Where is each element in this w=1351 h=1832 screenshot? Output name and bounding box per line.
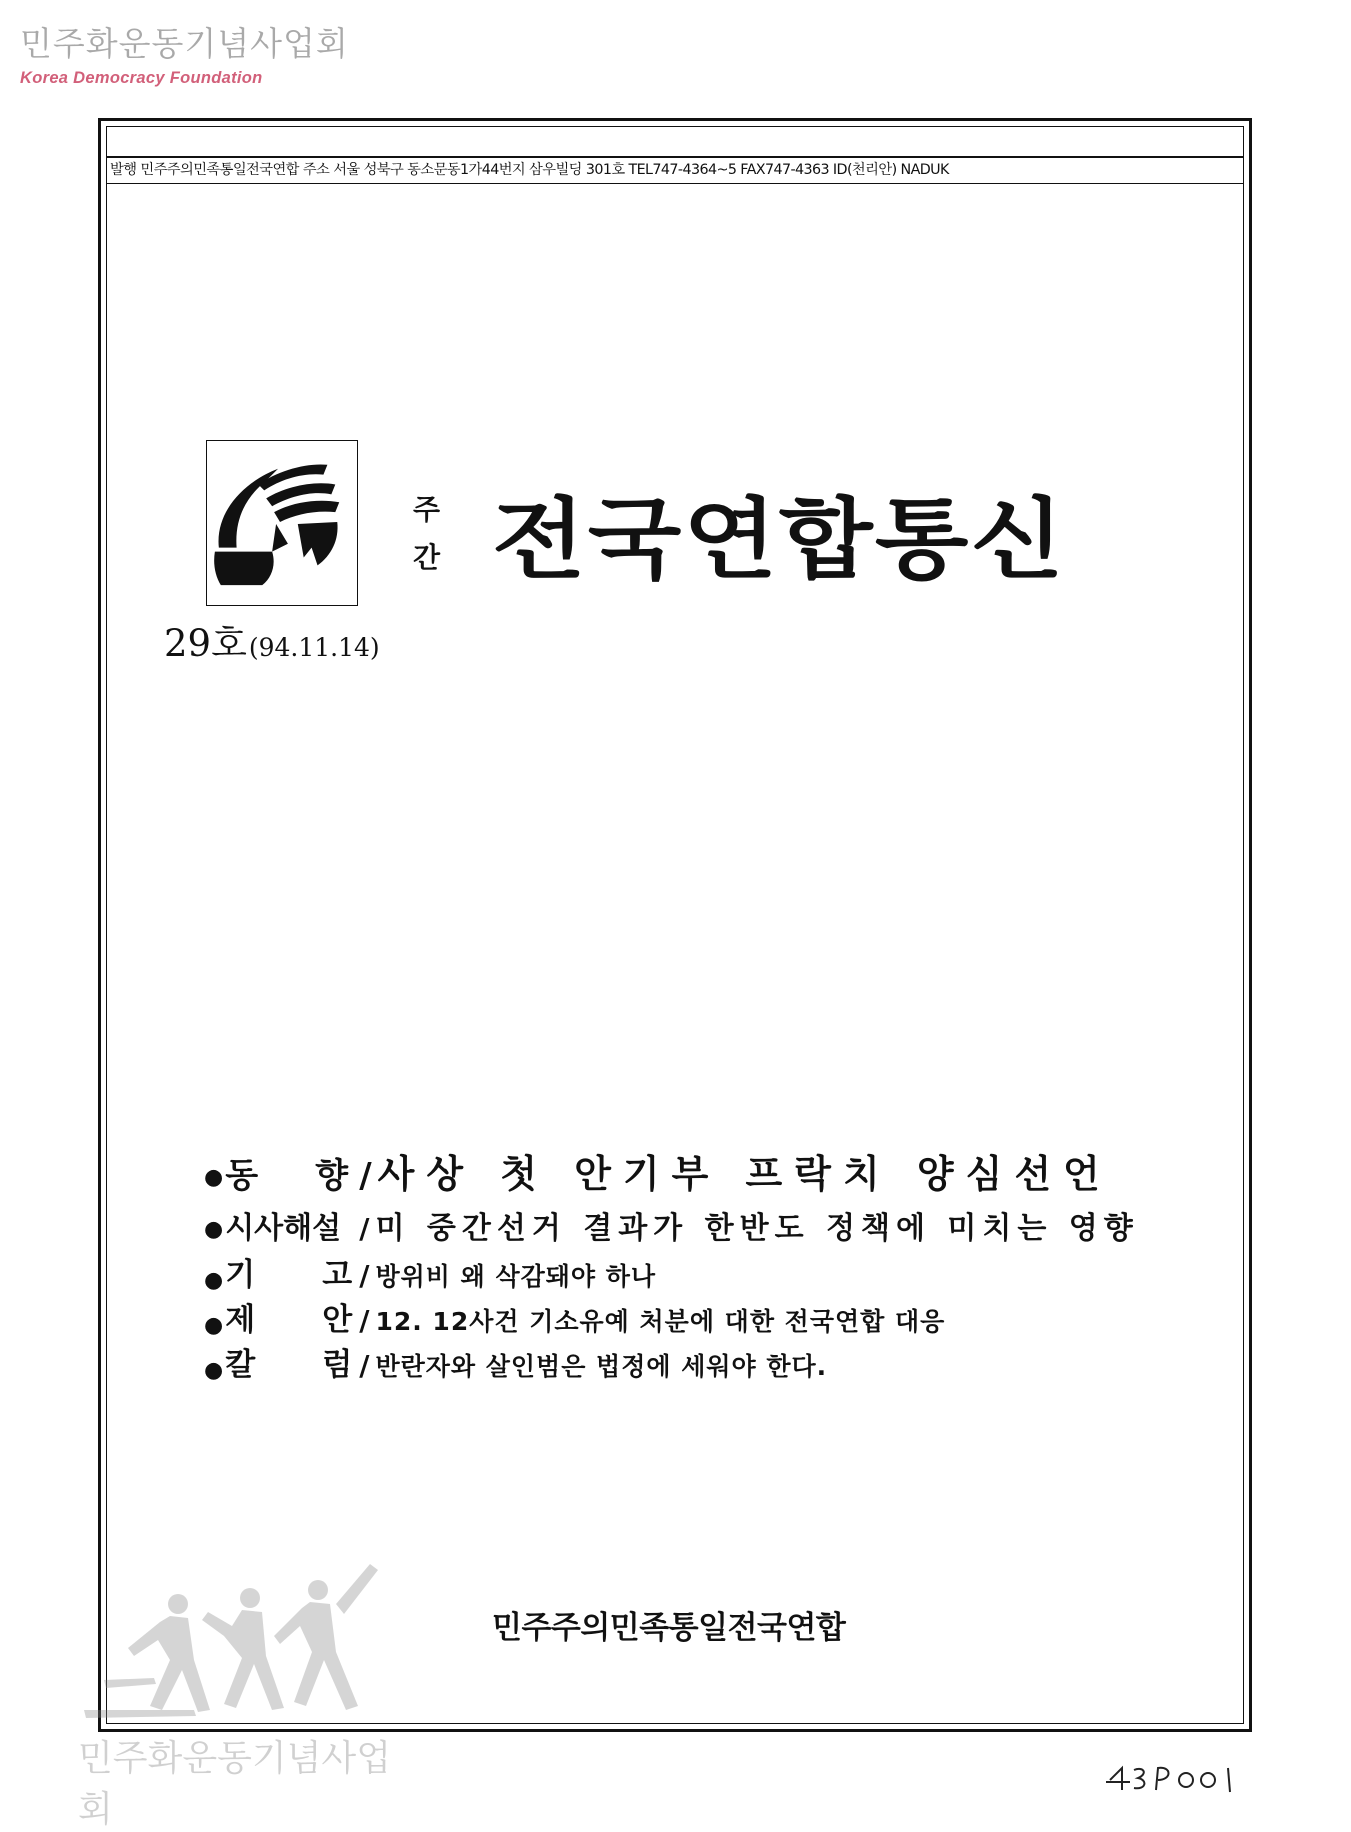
newsletter-logo xyxy=(206,440,358,606)
toc-item: ●동 향 / 사상 첫 안기부 프락치 양심선언 xyxy=(204,1143,1139,1203)
table-of-contents xyxy=(204,1143,1139,1384)
toc-item: ●시사해설 / 미 중간선거 결과가 한반도 정책에 미치는 영향 xyxy=(204,1203,1139,1249)
foundation-watermark-bottom xyxy=(74,1560,394,1830)
weekly-label xyxy=(413,486,440,582)
toc-headline: 방위비 왜 삭감돼야 하나 xyxy=(375,1262,657,1291)
toc-item: ●제 안 / 12. 12사건 기소유예 처분에 대한 전국연합 대응 xyxy=(204,1294,1139,1339)
toc-headline: 12. 12사건 기소유예 처분에 대한 전국연합 대응 xyxy=(375,1307,946,1336)
issue-date: (94.11.14) xyxy=(248,633,380,662)
publisher-info-bar: 발행 민주주의민족통일전국연합 주소 서울 성북구 동소문동1가44번지 삼우빌딩 301호 TEL747-4364~5 FAX747-4363 ID(천리안) NADUK xyxy=(106,156,1244,184)
foundation-name-korean: 민주화운동기념사업회 xyxy=(20,24,349,63)
toc-headline: 반란자와 살인범은 법정에 세워야 한다. xyxy=(375,1352,828,1381)
bullet-icon: ● xyxy=(204,1268,224,1293)
handwritten-archive-code xyxy=(1100,1760,1260,1800)
toc-section-label: 기 고 xyxy=(225,1257,353,1293)
weekly-label-top: 주 xyxy=(413,493,441,526)
newsletter-title: 전국연합통신 xyxy=(492,488,1067,591)
publisher-name: 민주주의민족통일전국연합 xyxy=(492,1610,846,1646)
inner-border xyxy=(106,126,1244,1724)
toc-item: ●칼 럼 / 반란자와 살인범은 법정에 세워야 한다. xyxy=(204,1339,1139,1384)
toc-section-label: 동 향 xyxy=(225,1156,350,1196)
issue-number: 29호 xyxy=(164,622,247,665)
toc-headline: 미 중간선거 결과가 한반도 정책에 미치는 영향 xyxy=(375,1211,1139,1246)
toc-section-label: 제 안 xyxy=(225,1302,353,1338)
toc-section-label: 시사해설 xyxy=(225,1211,342,1246)
toc-headline: 사상 첫 안기부 프락치 양심선언 xyxy=(377,1152,1112,1196)
bullet-icon: ● xyxy=(204,1217,224,1242)
issue-line xyxy=(164,613,380,667)
bullet-icon: ● xyxy=(204,1313,224,1338)
bullet-icon: ● xyxy=(204,1164,224,1190)
running-figures-icon xyxy=(74,1560,394,1740)
foundation-name-english: Korea Democracy Foundation xyxy=(20,69,263,87)
toc-section-label: 칼 럼 xyxy=(225,1347,353,1383)
weekly-label-bottom: 간 xyxy=(413,541,441,574)
bullet-icon: ● xyxy=(204,1358,224,1383)
logo-emblem-icon xyxy=(207,441,357,605)
foundation-name-bottom: 민주화운동기념사업회 xyxy=(78,1738,391,1830)
toc-item: ●기 고 / 방위비 왜 삭감돼야 하나 xyxy=(204,1249,1139,1294)
foundation-watermark xyxy=(20,18,349,88)
